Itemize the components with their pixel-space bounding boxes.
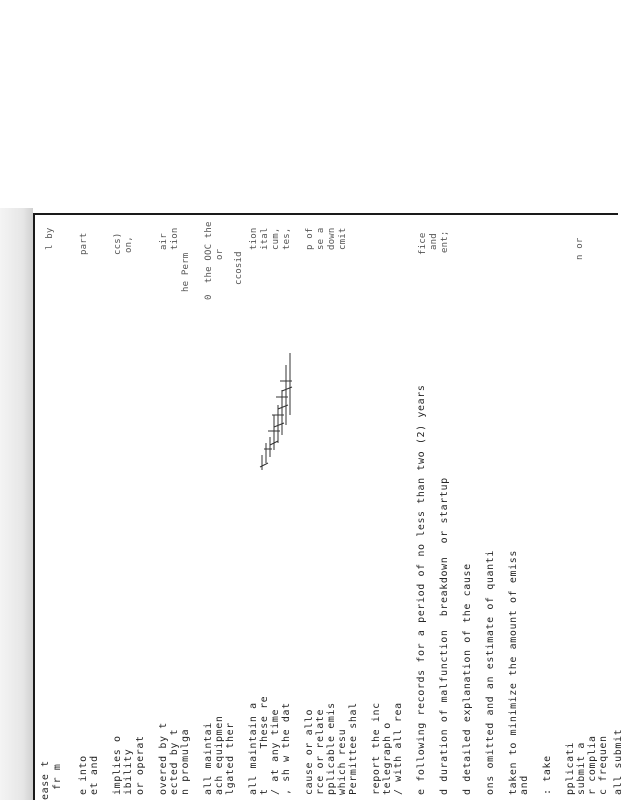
text-line: all maintai xyxy=(203,722,214,795)
text-line: pplicati xyxy=(565,742,576,795)
text-line: report the inc xyxy=(371,702,382,795)
text-line: implies o xyxy=(112,735,123,795)
text-line: or operat xyxy=(135,735,146,795)
margin-text-line: tes, xyxy=(282,227,292,250)
margin-text-line: 0 the OOC the xyxy=(204,221,214,300)
text-line: ected by t xyxy=(169,728,180,795)
text-line: t These re xyxy=(259,695,270,795)
margin-text-line: tion xyxy=(249,227,259,250)
margin-text-line: part xyxy=(79,232,89,255)
margin-text-line: ital xyxy=(260,227,270,250)
margin-text-line: down xyxy=(327,227,337,250)
margin-text-line: ccosid xyxy=(234,251,244,285)
text-line: / with all rea xyxy=(393,702,404,795)
margin-text-line: n or xyxy=(575,237,585,260)
text-line: Permittee shal xyxy=(348,702,359,795)
text-line: telegraph o xyxy=(382,722,393,795)
handwritten-mark xyxy=(258,345,296,475)
text-line: : take xyxy=(542,755,553,795)
text-line: rce or relate xyxy=(315,708,326,795)
text-line: et and xyxy=(89,755,100,795)
text-line: ease t xyxy=(40,760,51,800)
margin-text-line: cum, xyxy=(271,227,281,250)
text-line: ibility xyxy=(123,748,134,795)
text-line: lgated ther xyxy=(225,722,236,795)
text-line: r complia xyxy=(587,735,598,795)
margin-text-line: l by xyxy=(45,227,55,250)
margin-text-line: ent; xyxy=(440,230,450,253)
text-line: e into xyxy=(78,755,89,795)
text-line: ach equipmen xyxy=(214,715,225,795)
margin-text-line: and xyxy=(429,233,439,250)
margin-text-line: air xyxy=(159,233,169,250)
margin-text-line: or xyxy=(215,248,225,260)
margin-text-line: cmit xyxy=(338,227,348,250)
text-line: all maintain a xyxy=(248,702,259,795)
text-line: d duration of malfunction breakdown or startup xyxy=(439,477,450,795)
text-line: pplicable emis xyxy=(326,702,337,795)
text-line: c frequen xyxy=(598,735,609,795)
text-line: e following records for a period of no less than two (2) years xyxy=(416,384,427,795)
text-line: , sh w the dat xyxy=(281,702,292,795)
margin-text-line: tion xyxy=(170,227,180,250)
text-line: cause or allo xyxy=(304,708,315,795)
scan-shadow xyxy=(0,208,33,800)
margin-text-line: p of xyxy=(305,227,315,250)
text-line: which resu xyxy=(337,728,348,795)
margin-text-line: on, xyxy=(124,236,134,253)
text-line: overed by t xyxy=(158,722,169,795)
text-line: d detailed explanation of the cause xyxy=(462,563,473,795)
text-line: and xyxy=(519,775,530,795)
text-line: fr m xyxy=(52,763,63,790)
text-line: taken to minimize the amount of emiss xyxy=(508,550,519,795)
margin-text-line: ccs) xyxy=(113,232,123,255)
text-line: n promulga xyxy=(180,728,191,795)
text-line: / at any time xyxy=(270,708,281,795)
margin-text-line: se a xyxy=(316,227,326,250)
text-line: ons omitted and an estimate of quanti xyxy=(485,550,496,795)
margin-text-line: he Perm xyxy=(181,252,191,292)
margin-text-line: fice xyxy=(418,232,428,255)
text-line: all submit xyxy=(613,728,624,795)
text-line: submit a xyxy=(576,742,587,795)
